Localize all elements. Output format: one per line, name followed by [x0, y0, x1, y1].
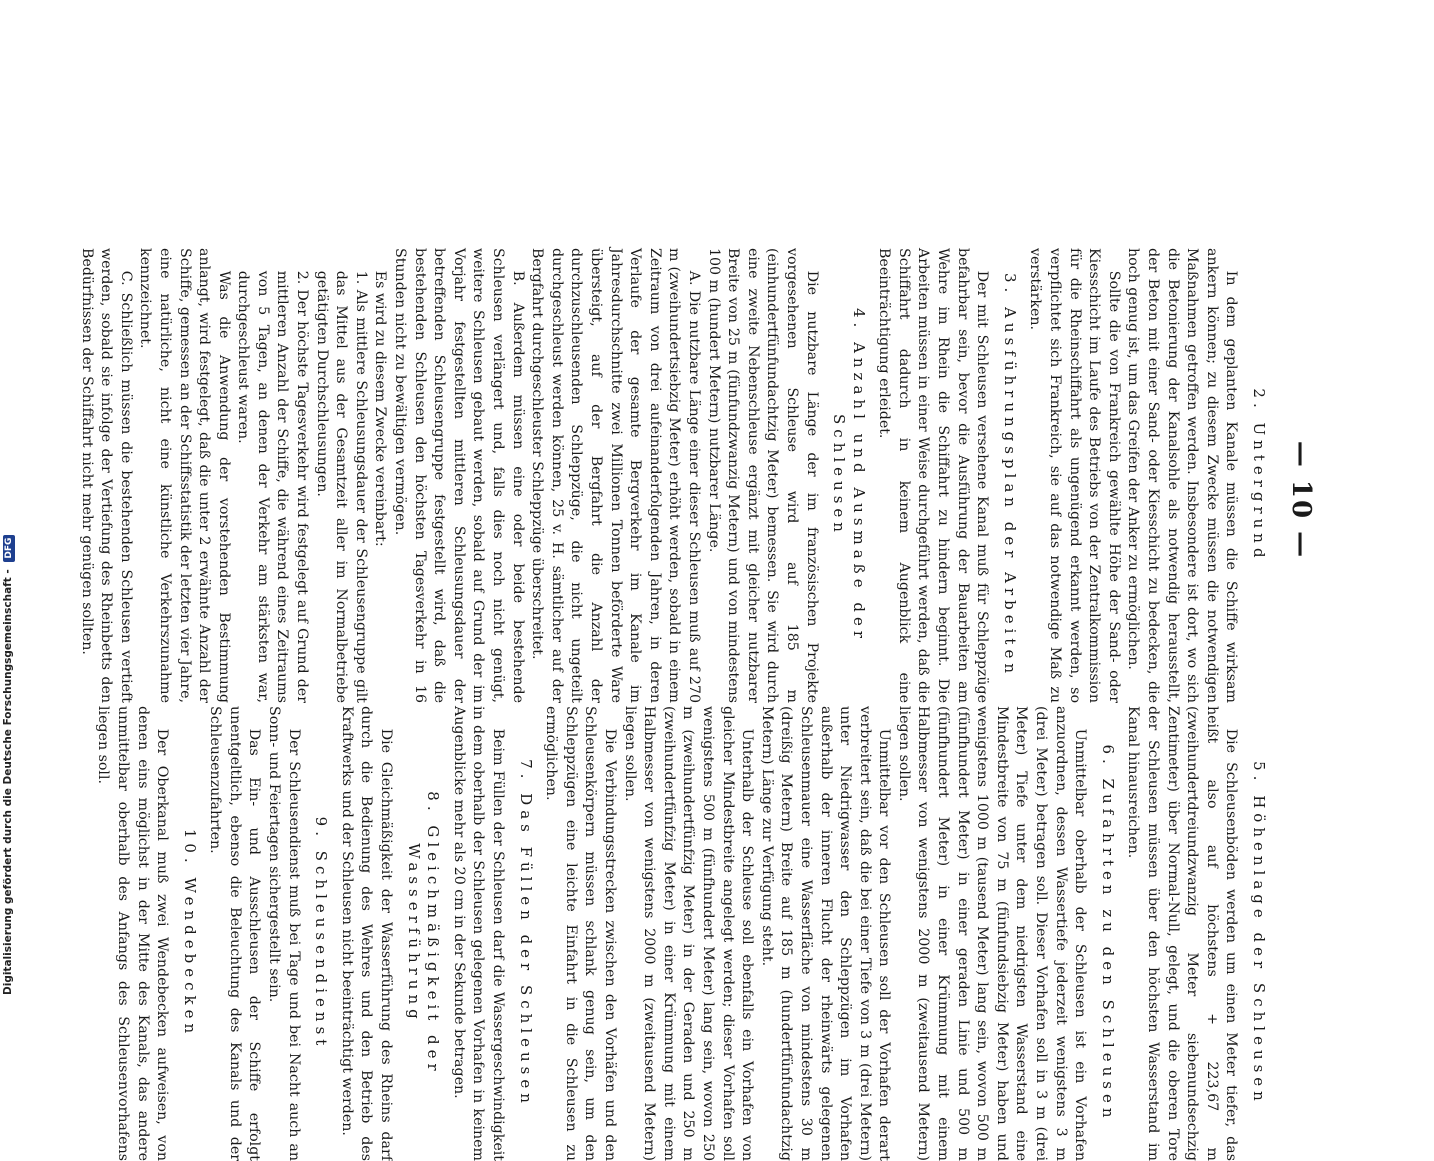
section-title: 8. Gleichmäßigkeit der Wasserführung — [404, 791, 443, 1076]
paragraph: Der Oberkanal muß zwei Wendebecken aufweisen, von denen eins möglichst in der Mitte des Kanals, das andere unmittelbar oberhalb des Anfangs des Schleusenvorhafens liegen soll. — [95, 706, 171, 1161]
section-title: 4. Anzahl und Ausmaße der Schleusen — [830, 307, 868, 643]
paragraph: Die Verbindungsstrecken zwischen den Vorhäfen und den Schleusenkörpern müssen schlank genug sein, um den Schleppzügen eine leichte Einfahrt in die Schleusen zu ermöglichen. — [543, 706, 618, 1161]
dfg-watermark — [2, 0, 18, 1000]
section-title: 5. Höhenlage der Schleusen — [1250, 761, 1268, 1106]
list-item: 1. Als mittlere Schleusungsdauer der Schleusengruppe gilt das Mittel aus der Gesamtzeit aller im Normalbetriebe getätigten Durchschleusungen. — [313, 270, 369, 703]
paragraph: Die Schleusenböden werden um einen Meter tiefer, das heißt also auf höchstens + 223,67 m (zweihundertdreiundzwanzig Meter siebenundsechzig Zentimeter) über Normal-Null, gelegt, und die oberen Tore der Schleusen müssen über den höchsten Wasserstand im Kanal hinausreichen. — [1125, 706, 1240, 1161]
watermark-text: Digitalisierung gefördert durch die Deutsche Forschungsgemeinschaft - — [2, 569, 14, 995]
section-title: 6. Zufahrten zu den Schleusen — [1098, 744, 1117, 1123]
paragraph: Unterhalb der Schleuse soll ebenfalls ein Vorhafen von gleicher Mindestbreite angelegt werden; dieser Vorhafen soll wenigstens 500 m (fünfhundert Meter) lang sein, wovon 250 m (zweihundertfünfzig Meter) in der Geraden und 250 m (zweihundertfünfzig Meter) in einer Krümmung mit einem Halbmesser von wenigstens 2000 m (zweitausend Metern) liegen sollen. — [621, 706, 756, 1161]
section-title: 2. Untergrund — [1250, 388, 1268, 563]
paragraph: Unmittelbar vor den Schleusen soll der Vorhafen derart verbreitert sein, daß die bei einer Tiefe von 3 m (drei Metern) unter Niedrigwasser den Schleppzügen im Vorhafen außerhalb der inneren Flucht der rheinwärts gelegenen Schleusenmauer eine Wasserfläche von mindestens 30 m (dreißig Metern) Breite auf 185 m (hundertfünfundachtzig Metern) Länge zur Verfügung steht. — [758, 706, 893, 1161]
list-item: 2. Der höchste Tagesverkehr wird festgelegt auf Grund der mittleren Anzahl der Schiffe, die während eines Zeitraums von 5 Tagen, an denen der Verkehr am stärksten war, durchgeschleust waren. — [235, 270, 311, 703]
left-column — [76, 248, 1274, 703]
dfg-logo: DFG — [3, 535, 15, 562]
paragraph: Es wird zu diesem Zwecke vereinbart: — [372, 270, 389, 547]
paragraph: Was die Anwendung der vorstehenden Bestimmung anlangt, wird festgelegt, daß die unter 2 erwähnte Anzahl der Schiffe, gemessen an der Schiffsstatistik der letzten vier Jahre, eine natürliche, nicht eine künstliche Verkehrszunahme kennzeichnet. — [137, 248, 232, 703]
paragraph: Beim Füllen der Schleusen darf die Wassergeschwindigkeit in dem oberhalb der Schleusen gelegenen Vorhafen in keinem Augenblicke mehr als 20 cm in der Sekunde betragen. — [450, 706, 507, 1161]
paragraph: Sollte die von Frankreich gewählte Höhe der Sand- oder Kiesschicht im Laufe des Betriebs von der Zentralkommission für die Rheinschiffahrt als ungenügend erkannt werden, so verpflichtet sich Frankreich, sie auf das notwendige Maß zu verstärken. — [1027, 248, 1122, 703]
paragraph: Das Ein- und Ausschleusen der Schiffe erfolgt unentgeltlich, ebenso die Beleuchtung des Kanals und der Schleusenzufahrten. — [207, 706, 263, 1161]
section-title: 10. Wendebecken — [180, 828, 199, 1039]
paragraph: B. Außerdem müssen eine oder beide bestehende Schleusen verlängert und, falls dies noch nicht genügt, weitere Schleusen gebaut werden, sobald auf Grund der im Vorjahr festgestellten mittleren Schleusungsdauer der betreffenden Schleusengruppe festgestellt wird, daß die bestehenden Schleusen den höchsten Tagesverkehr in 16 Stunden nicht zu bewältigen vermögen. — [392, 248, 526, 703]
rotated-page — [78, 0, 1434, 1161]
paragraph: Unmittelbar oberhalb der Schleusen ist ein Vorhafen anzuordnen, dessen Wassertiefe jederzeit wenigstens 3 m (drei Meter) betragen soll. Dieser Vorhafen soll in 3 m (drei Meter) Tiefe unter dem niedrigsten Wasserstand eine Mindestbreite von 75 m (fünfundsiebzig Meter) haben und wenigstens 1000 m (tausend Meter) lang sein, wovon 500 m (fünfhundert Meter) in einer geraden Linie und 500 m (fünfhundert Meter) in einer Krümmung mit einem Halbmesser von wenigstens 2000 m (zweitausend Metern) liegen sollen. — [895, 706, 1089, 1161]
paragraph: Der mit Schleusen versehene Kanal muß für Schleppzüge befahrbar sein, bevor die Ausführung der Bauarbeiten am Wehre im Rhein die Schiffahrt zu hindern beginnt. Die Arbeiten müssen in einer Weise durchgeführt werden, daß die Schiffahrt dadurch in keinem Augenblick eine Beeinträchtigung erleidet. — [876, 248, 991, 703]
paragraph: Der Schleusendienst muß bei Tage und bei Nacht auch an Sonn- und Feiertagen sichergestellt sein. — [266, 706, 302, 1161]
paragraph: C. Schließlich müssen die bestehenden Schleusen vertieft werden, sobald sie infolge der Vertiefung des Rheinbetts den Bedürfnissen der Schiffahrt nicht mehr genügen sollten. — [78, 248, 134, 703]
paragraph: A. Die nutzbare Länge einer dieser Schleusen muß auf 270 m (zweihundertsiebzig Meter) erhöht werden, sobald in einem Zeitraum von drei aufeinanderfolgenden Jahren, in deren Verlaufe der gesamte Bergverkehr im Kanale im Jahresdurchschnitte zwei Millionen Tonnen beförderte Ware übersteigt, auf der Bergfahrt die Anzahl der durchzuschleusenden Schleppzüge, die nicht ungeteilt durchgeschleust werden können, 25 v. H. sämtlicher auf der Bergfahrt durchgeschleuster Schleppzüge überschreitet. — [529, 248, 702, 703]
paragraph: Die nutzbare Länge der im französischen Projekte vorgesehenen Schleuse wird auf 185 m (einhundertfünfundachtzig Meter) bemessen. Sie wird durch eine zweite Nebenschleuse ergänzt mit gleicher nutzbarer Breite von 25 m (fünfundzwanzig Metern) und von mindestens 100 m (hundert Metern) nutzbarer Länge. — [705, 248, 820, 703]
section-title: 9. Schleusendienst — [312, 816, 331, 1051]
page-number: — 10 — — [1286, 440, 1316, 560]
section-title: 3. Ausführungsplan der Arbeiten — [1000, 273, 1019, 678]
section-title: 7. Das Füllen der Schleusen — [516, 759, 535, 1108]
paragraph: Die Gleichmäßigkeit der Wasserführung des Rheins darf durch die Bedienung des Wehres und den Betrieb des Kraftwerks und der Schleusen nicht beeinträchtigt werden. — [338, 706, 395, 1161]
paragraph: In dem geplanten Kanale müssen die Schiffe wirksam ankern können; zu diesem Zwecke müssen die notwendigen Maßnahmen getroffen werden. Insbesondere ist dort, wo sich die Betonierung der Kanalsohle als notwendig herausstellt, der Beton mit einer Sand- oder Kiesschicht zu bedecken, die hoch genug ist, um das Greifen der Anker zu ermöglichen. — [1125, 248, 1240, 703]
right-column — [93, 706, 1274, 1161]
